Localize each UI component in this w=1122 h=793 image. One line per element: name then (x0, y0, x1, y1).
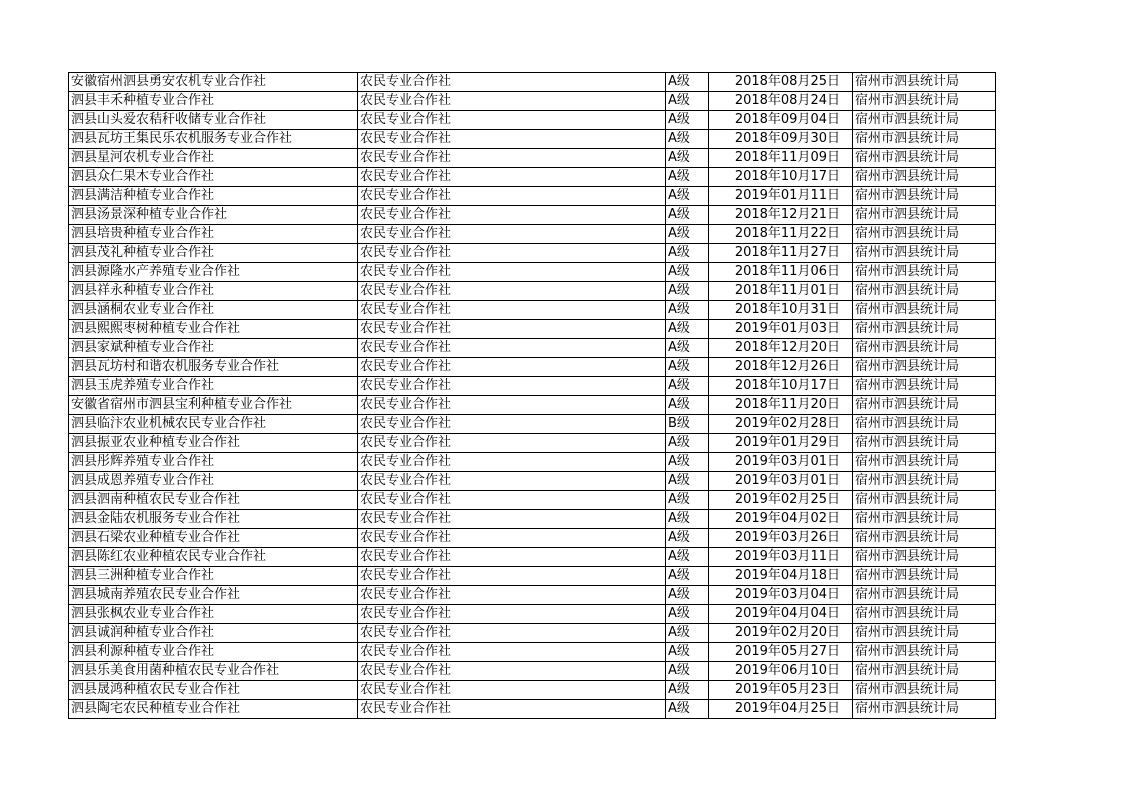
rating-date-cell: 2019年04月04日 (709, 605, 853, 624)
rating-date-cell: 2018年10月17日 (709, 168, 853, 187)
table-row (69, 415, 996, 434)
credit-grade-cell: A级 (666, 282, 709, 301)
table-row (69, 92, 996, 111)
credit-grade-cell: A级 (666, 187, 709, 206)
credit-grade-cell: A级 (666, 301, 709, 320)
credit-grade-cell: A级 (666, 605, 709, 624)
rating-date-cell: 2018年12月26日 (709, 358, 853, 377)
table-row (69, 681, 996, 700)
cooperative-name-cell: 泗县玉虎养殖专业合作社 (69, 377, 358, 396)
rating-date-cell: 2018年09月04日 (709, 111, 853, 130)
cooperative-name-cell: 泗县培贵种植专业合作社 (69, 225, 358, 244)
cooperative-name-cell: 泗县涵桐农业专业合作社 (69, 301, 358, 320)
organization-type-cell: 农民专业合作社 (358, 358, 666, 377)
agency-cell: 宿州市泗县统计局 (853, 320, 996, 339)
table-row (69, 586, 996, 605)
organization-type-cell: 农民专业合作社 (358, 206, 666, 225)
rating-date-cell: 2019年01月03日 (709, 320, 853, 339)
organization-type-cell: 农民专业合作社 (358, 472, 666, 491)
table-row (69, 149, 996, 168)
rating-date-cell: 2018年09月30日 (709, 130, 853, 149)
organization-type-cell: 农民专业合作社 (358, 605, 666, 624)
table-row (69, 567, 996, 586)
organization-type-cell: 农民专业合作社 (358, 662, 666, 681)
cooperative-name-cell: 泗县瓦坊王集民乐农机服务专业合作社 (69, 130, 358, 149)
table-row (69, 358, 996, 377)
rating-date-cell: 2018年10月17日 (709, 377, 853, 396)
organization-type-cell: 农民专业合作社 (358, 624, 666, 643)
cooperative-name-cell: 泗县泗南种植农民专业合作社 (69, 491, 358, 510)
rating-date-cell: 2018年08月25日 (709, 73, 853, 92)
agency-cell: 宿州市泗县统计局 (853, 624, 996, 643)
agency-cell: 宿州市泗县统计局 (853, 206, 996, 225)
cooperative-name-cell: 泗县彤辉养殖专业合作社 (69, 453, 358, 472)
credit-grade-cell: A级 (666, 73, 709, 92)
rating-date-cell: 2018年11月06日 (709, 263, 853, 282)
table-row (69, 339, 996, 358)
credit-grade-cell: A级 (666, 225, 709, 244)
organization-type-cell: 农民专业合作社 (358, 529, 666, 548)
credit-grade-cell: A级 (666, 586, 709, 605)
table-row (69, 130, 996, 149)
credit-grade-cell: A级 (666, 662, 709, 681)
rating-date-cell: 2019年04月25日 (709, 700, 853, 719)
table-row (69, 396, 996, 415)
table-row (69, 548, 996, 567)
rating-date-cell: 2019年02月28日 (709, 415, 853, 434)
credit-grade-cell: A级 (666, 681, 709, 700)
agency-cell: 宿州市泗县统计局 (853, 149, 996, 168)
cooperative-name-cell: 泗县诚润种植专业合作社 (69, 624, 358, 643)
cooperative-name-cell: 泗县满洁种植专业合作社 (69, 187, 358, 206)
agency-cell: 宿州市泗县统计局 (853, 434, 996, 453)
rating-date-cell: 2019年03月04日 (709, 586, 853, 605)
cooperative-name-cell: 泗县瓦坊村和谐农机服务专业合作社 (69, 358, 358, 377)
organization-type-cell: 农民专业合作社 (358, 111, 666, 130)
agency-cell: 宿州市泗县统计局 (853, 225, 996, 244)
cooperative-name-cell: 泗县石梁农业种植专业合作社 (69, 529, 358, 548)
agency-cell: 宿州市泗县统计局 (853, 92, 996, 111)
credit-grade-cell: A级 (666, 643, 709, 662)
organization-type-cell: 农民专业合作社 (358, 700, 666, 719)
rating-date-cell: 2019年03月26日 (709, 529, 853, 548)
organization-type-cell: 农民专业合作社 (358, 149, 666, 168)
credit-grade-cell: A级 (666, 206, 709, 225)
rating-date-cell: 2019年01月11日 (709, 187, 853, 206)
agency-cell: 宿州市泗县统计局 (853, 567, 996, 586)
cooperative-name-cell: 泗县山头爱农秸秆收储专业合作社 (69, 111, 358, 130)
rating-date-cell: 2019年03月11日 (709, 548, 853, 567)
credit-grade-cell: A级 (666, 149, 709, 168)
cooperative-name-cell: 泗县张枫农业专业合作社 (69, 605, 358, 624)
credit-grade-cell: A级 (666, 453, 709, 472)
rating-date-cell: 2018年12月20日 (709, 339, 853, 358)
credit-grade-cell: A级 (666, 491, 709, 510)
agency-cell: 宿州市泗县统计局 (853, 643, 996, 662)
rating-date-cell: 2018年11月27日 (709, 244, 853, 263)
agency-cell: 宿州市泗县统计局 (853, 187, 996, 206)
rating-date-cell: 2019年05月23日 (709, 681, 853, 700)
rating-date-cell: 2018年11月09日 (709, 149, 853, 168)
credit-grade-cell: A级 (666, 624, 709, 643)
table-row (69, 624, 996, 643)
organization-type-cell: 农民专业合作社 (358, 187, 666, 206)
cooperative-name-cell: 泗县祥永种植专业合作社 (69, 282, 358, 301)
credit-grade-cell: A级 (666, 510, 709, 529)
table-row (69, 434, 996, 453)
agency-cell: 宿州市泗县统计局 (853, 700, 996, 719)
organization-type-cell: 农民专业合作社 (358, 586, 666, 605)
table-row (69, 263, 996, 282)
rating-date-cell: 2019年02月20日 (709, 624, 853, 643)
rating-date-cell: 2019年05月27日 (709, 643, 853, 662)
agency-cell: 宿州市泗县统计局 (853, 263, 996, 282)
agency-cell: 宿州市泗县统计局 (853, 301, 996, 320)
organization-type-cell: 农民专业合作社 (358, 453, 666, 472)
credit-grade-cell: A级 (666, 130, 709, 149)
agency-cell: 宿州市泗县统计局 (853, 358, 996, 377)
organization-type-cell: 农民专业合作社 (358, 244, 666, 263)
rating-date-cell: 2019年06月10日 (709, 662, 853, 681)
table-row (69, 377, 996, 396)
cooperative-name-cell: 泗县城南养殖农民专业合作社 (69, 586, 358, 605)
table-row (69, 320, 996, 339)
cooperative-name-cell: 泗县三洲种植专业合作社 (69, 567, 358, 586)
table-row (69, 453, 996, 472)
credit-grade-cell: A级 (666, 434, 709, 453)
agency-cell: 宿州市泗县统计局 (853, 339, 996, 358)
cooperative-name-cell: 泗县众仁果木专业合作社 (69, 168, 358, 187)
credit-grade-cell: A级 (666, 700, 709, 719)
table-row (69, 605, 996, 624)
agency-cell: 宿州市泗县统计局 (853, 548, 996, 567)
credit-grade-cell: A级 (666, 244, 709, 263)
cooperative-name-cell: 泗县临汴农业机械农民专业合作社 (69, 415, 358, 434)
credit-grade-cell: A级 (666, 320, 709, 339)
organization-type-cell: 农民专业合作社 (358, 396, 666, 415)
agency-cell: 宿州市泗县统计局 (853, 111, 996, 130)
cooperative-name-cell: 泗县星河农机专业合作社 (69, 149, 358, 168)
rating-date-cell: 2018年11月20日 (709, 396, 853, 415)
agency-cell: 宿州市泗县统计局 (853, 244, 996, 263)
credit-grade-cell: A级 (666, 339, 709, 358)
table-row (69, 282, 996, 301)
organization-type-cell: 农民专业合作社 (358, 377, 666, 396)
table-row (69, 73, 996, 92)
organization-type-cell: 农民专业合作社 (358, 681, 666, 700)
cooperative-name-cell: 泗县陶宅农民种植专业合作社 (69, 700, 358, 719)
rating-date-cell: 2018年12月21日 (709, 206, 853, 225)
credit-grade-cell: A级 (666, 358, 709, 377)
agency-cell: 宿州市泗县统计局 (853, 377, 996, 396)
agency-cell: 宿州市泗县统计局 (853, 453, 996, 472)
cooperative-name-cell: 泗县成恩养殖专业合作社 (69, 472, 358, 491)
agency-cell: 宿州市泗县统计局 (853, 662, 996, 681)
rating-date-cell: 2019年04月02日 (709, 510, 853, 529)
organization-type-cell: 农民专业合作社 (358, 225, 666, 244)
credit-grade-cell: A级 (666, 377, 709, 396)
organization-type-cell: 农民专业合作社 (358, 415, 666, 434)
credit-grade-cell: A级 (666, 111, 709, 130)
table-row (69, 111, 996, 130)
organization-type-cell: 农民专业合作社 (358, 567, 666, 586)
table-row (69, 643, 996, 662)
organization-type-cell: 农民专业合作社 (358, 168, 666, 187)
rating-date-cell: 2019年02月25日 (709, 491, 853, 510)
organization-type-cell: 农民专业合作社 (358, 510, 666, 529)
rating-date-cell: 2018年11月22日 (709, 225, 853, 244)
cooperative-name-cell: 泗县利源种植专业合作社 (69, 643, 358, 662)
table-row (69, 529, 996, 548)
organization-type-cell: 农民专业合作社 (358, 643, 666, 662)
organization-type-cell: 农民专业合作社 (358, 339, 666, 358)
credit-grade-cell: B级 (666, 415, 709, 434)
credit-grade-cell: A级 (666, 472, 709, 491)
organization-type-cell: 农民专业合作社 (358, 282, 666, 301)
credit-grade-cell: A级 (666, 567, 709, 586)
rating-date-cell: 2019年04月18日 (709, 567, 853, 586)
agency-cell: 宿州市泗县统计局 (853, 510, 996, 529)
agency-cell: 宿州市泗县统计局 (853, 472, 996, 491)
organization-type-cell: 农民专业合作社 (358, 434, 666, 453)
credit-grade-cell: A级 (666, 92, 709, 111)
rating-date-cell: 2018年08月24日 (709, 92, 853, 111)
cooperative-name-cell: 泗县金陆农机服务专业合作社 (69, 510, 358, 529)
organization-type-cell: 农民专业合作社 (358, 263, 666, 282)
table-row (69, 244, 996, 263)
cooperative-name-cell: 泗县茂礼种植专业合作社 (69, 244, 358, 263)
credit-grade-cell: A级 (666, 396, 709, 415)
agency-cell: 宿州市泗县统计局 (853, 605, 996, 624)
cooperative-name-cell: 泗县丰禾种植专业合作社 (69, 92, 358, 111)
table-row (69, 491, 996, 510)
credit-grade-cell: A级 (666, 168, 709, 187)
cooperative-name-cell: 泗县源隆水产养殖专业合作社 (69, 263, 358, 282)
table-row (69, 662, 996, 681)
organization-type-cell: 农民专业合作社 (358, 320, 666, 339)
table-row (69, 187, 996, 206)
cooperative-name-cell: 安徽宿州泗县勇安农机专业合作社 (69, 73, 358, 92)
agency-cell: 宿州市泗县统计局 (853, 586, 996, 605)
cooperative-name-cell: 泗县汤景深种植专业合作社 (69, 206, 358, 225)
credit-grade-cell: A级 (666, 263, 709, 282)
table-row (69, 168, 996, 187)
table-row (69, 510, 996, 529)
table-row (69, 301, 996, 320)
agency-cell: 宿州市泗县统计局 (853, 73, 996, 92)
cooperative-name-cell: 泗县晟鸿种植农民专业合作社 (69, 681, 358, 700)
cooperative-rating-table (68, 72, 996, 719)
cooperative-name-cell: 泗县振亚农业种植专业合作社 (69, 434, 358, 453)
agency-cell: 宿州市泗县统计局 (853, 282, 996, 301)
table-row (69, 472, 996, 491)
rating-date-cell: 2019年03月01日 (709, 453, 853, 472)
organization-type-cell: 农民专业合作社 (358, 491, 666, 510)
rating-date-cell: 2018年11月01日 (709, 282, 853, 301)
organization-type-cell: 农民专业合作社 (358, 301, 666, 320)
agency-cell: 宿州市泗县统计局 (853, 415, 996, 434)
agency-cell: 宿州市泗县统计局 (853, 396, 996, 415)
agency-cell: 宿州市泗县统计局 (853, 529, 996, 548)
rating-date-cell: 2019年01月29日 (709, 434, 853, 453)
rating-date-cell: 2018年10月31日 (709, 301, 853, 320)
credit-grade-cell: A级 (666, 529, 709, 548)
credit-grade-cell: A级 (666, 548, 709, 567)
organization-type-cell: 农民专业合作社 (358, 130, 666, 149)
cooperative-name-cell: 泗县熙熙枣树种植专业合作社 (69, 320, 358, 339)
agency-cell: 宿州市泗县统计局 (853, 681, 996, 700)
rating-date-cell: 2019年03月01日 (709, 472, 853, 491)
table-row (69, 206, 996, 225)
cooperative-name-cell: 安徽省宿州市泗县宝利种植专业合作社 (69, 396, 358, 415)
cooperative-name-cell: 泗县陈红农业种植农民专业合作社 (69, 548, 358, 567)
cooperative-name-cell: 泗县家斌种植专业合作社 (69, 339, 358, 358)
organization-type-cell: 农民专业合作社 (358, 548, 666, 567)
organization-type-cell: 农民专业合作社 (358, 73, 666, 92)
agency-cell: 宿州市泗县统计局 (853, 491, 996, 510)
organization-type-cell: 农民专业合作社 (358, 92, 666, 111)
cooperative-name-cell: 泗县乐美食用菌种植农民专业合作社 (69, 662, 358, 681)
agency-cell: 宿州市泗县统计局 (853, 168, 996, 187)
table-row (69, 700, 996, 719)
agency-cell: 宿州市泗县统计局 (853, 130, 996, 149)
table-body (69, 73, 996, 719)
table-row (69, 225, 996, 244)
